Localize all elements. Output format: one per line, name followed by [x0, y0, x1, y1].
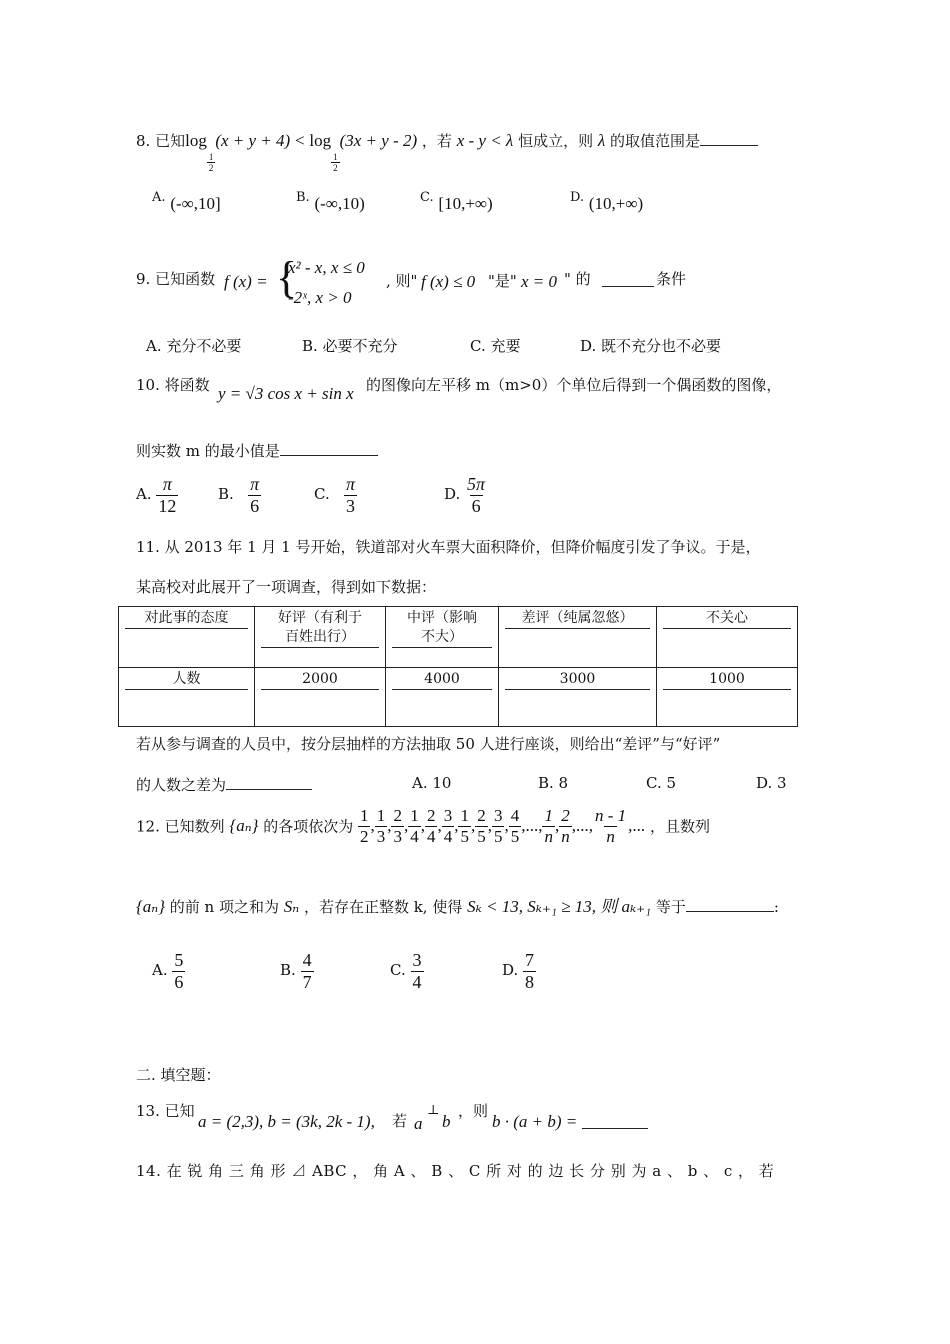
q9-cond1: f (x) ≤ 0: [421, 272, 476, 291]
table-cell: 中评（影响 不大）: [386, 607, 499, 668]
sequence-fraction: $\frac{3}{4}$: [443, 806, 453, 846]
q13-expr: a = (2,3), b = (3k, 2k - 1),: [198, 1112, 375, 1131]
q8-option-a: A. (-∞,10]: [152, 190, 221, 213]
q8-lambda: λ: [597, 131, 606, 150]
sequence-fraction: $\frac{1}{n}$: [544, 806, 553, 846]
q9-fx: f (x) =: [224, 272, 268, 291]
section-heading: 二. 填空题：: [136, 1066, 221, 1084]
q8-option-b: B. (-∞,10): [296, 190, 365, 213]
q12-tail: ，且数列: [649, 817, 710, 836]
q10-expr: y = √3 cos x + sin x: [218, 384, 354, 403]
q10-tail: 的图像向左平移 m（m>0）个单位后得到一个偶函数的图像，: [366, 376, 782, 394]
q9-option-b: B. 必要不充分: [302, 337, 398, 355]
separator: ,: [370, 816, 375, 836]
table-cell: 对此事的态度: [119, 607, 255, 668]
q9-case2: -2ˣ, x > 0: [288, 288, 352, 307]
q9-prefix: 9. 已知函数: [136, 270, 216, 288]
table-row: [119, 668, 798, 727]
q8-cond: x - y < λ: [456, 131, 514, 150]
q13-result: b · (a + b) =: [492, 1112, 578, 1131]
q11-line2: 某高校对此展开了一项调查，得到如下数据：: [136, 578, 437, 596]
q9-is: "是": [488, 272, 517, 290]
q12-mid: 的各项依次为: [263, 817, 354, 836]
q9-option-d: D. 既不充分也不必要: [580, 337, 722, 355]
table-cell: 不关心: [657, 607, 798, 668]
q11-option-b: B. 8: [538, 774, 569, 792]
q8-mid: ，若: [421, 132, 452, 150]
q9-de: " 的: [564, 270, 591, 288]
q11-line1: 11. 从 2013 年 1 月 1 号开始，铁道部对火车票大面积降价，但降价幅度引发了争议。于是，: [136, 538, 761, 556]
q12-sequence: [358, 806, 646, 846]
q13-answer-blank: [582, 1116, 648, 1129]
q11-option-a: A. 10: [412, 774, 452, 792]
q11-after2: 的人数之差为: [136, 774, 312, 795]
q10-option-c: C. $\frac{\pi}{3}$: [314, 474, 356, 516]
separator: ,: [387, 816, 392, 836]
table-row: [119, 607, 798, 668]
sequence-fraction: $\frac{4}{5}$: [510, 806, 520, 846]
q8-arg1: (x + y + 4): [215, 131, 291, 150]
table-cell: 2000: [255, 668, 386, 727]
q12-option-d: D. $\frac{7}{8}$: [502, 950, 535, 992]
q12-line1: [136, 806, 710, 846]
table-cell: 人数: [119, 668, 255, 727]
q10-option-a: A. $\frac{\pi}{12}$: [136, 474, 177, 516]
separator: ,: [487, 816, 492, 836]
sequence-fraction: $\frac{1}{4}$: [410, 806, 419, 846]
q9-option-c: C. 充要: [470, 337, 521, 355]
table-cell: 好评（有利于 百姓出行）: [255, 607, 386, 668]
q14-line: 14. 在 锐 角 三 角 形 ⊿ ABC ， 角 A 、 B 、 C 所 对 的 边 长 分 别 为 a 、 b 、 c ， 若: [136, 1162, 775, 1180]
q12-sn: Sₙ: [283, 897, 300, 916]
q8-log2: log: [309, 131, 332, 150]
q9-case1: x² - x, x ≤ 0: [288, 258, 365, 277]
sequence-fraction: $\frac{3}{5}$: [493, 806, 503, 846]
q11-option-d: D. 3: [756, 774, 787, 792]
separator: ,: [554, 816, 560, 836]
separator: ,: [403, 816, 409, 836]
q12-an: {aₙ}: [229, 816, 259, 836]
ellipsis: ,...,: [521, 816, 543, 836]
q12-line2: {aₙ} 的前 n 项之和为 Sₙ ，若存在正整数 k, 使得 Sₖ < 13, Sₖ₊₁ ≥ 13, 则 aₖ₊₁ 等于 :: [136, 897, 779, 916]
q9-then: , 则": [386, 272, 418, 290]
q10-prefix: 10. 将函数: [136, 376, 210, 394]
table-cell: 差评（纯属忽悠）: [499, 607, 657, 668]
q8-tail: 恒成立，则: [518, 132, 594, 150]
q10-line2: 则实数 m 的最小值是: [136, 440, 378, 461]
separator: ,: [437, 816, 442, 836]
q9-tail: 条件: [656, 270, 687, 288]
sequence-fraction: $\frac{2}{4}$: [426, 806, 436, 846]
q8-lt: <: [294, 131, 305, 150]
separator: ,: [420, 816, 425, 836]
q12-option-b: B. $\frac{4}{7}$: [280, 950, 312, 992]
table-cell: 1000: [657, 668, 798, 727]
survey-table: [118, 606, 798, 727]
q8-base2: $\frac{1}{2}$: [333, 152, 338, 174]
table-cell: 3000: [499, 668, 657, 727]
q9-brace: {: [276, 253, 298, 302]
q9-option-a: A. 充分不必要: [146, 337, 242, 355]
ellipsis: ,...: [628, 816, 646, 836]
q8-arg2: (3x + y - 2): [339, 131, 418, 150]
q9-answer-blank: [602, 274, 654, 287]
q12-cond: Sₖ < 13, Sₖ₊₁ ≥ 13, 则 aₖ₊₁: [467, 897, 652, 916]
table-cell: 4000: [386, 668, 499, 727]
sequence-fraction: $\frac{1}{5}$: [460, 806, 469, 846]
q9-cond2: x = 0: [521, 272, 558, 291]
q8-base1: $\frac{1}{2}$: [208, 152, 214, 174]
q12-option-c: C. $\frac{3}{4}$: [390, 950, 422, 992]
q8-log1: log: [185, 131, 207, 150]
separator: ,...,: [571, 816, 593, 836]
separator: ,: [454, 816, 459, 836]
q11-option-c: C. 5: [646, 774, 677, 792]
sequence-fraction: $\frac{2}{3}$: [393, 806, 402, 846]
q8-answer-blank: [700, 133, 758, 146]
q11-after1: 若从参与调查的人员中，按分层抽样的方法抽取 50 人进行座谈，则给出“差评”与“好评”: [136, 735, 721, 753]
q12-an-2: {aₙ}: [136, 897, 165, 916]
q8-option-d: D. (10,+∞): [570, 190, 644, 213]
q8-option-c: C. [10,+∞): [420, 190, 493, 213]
sequence-fraction: $\frac{1}{2}$: [359, 806, 369, 846]
q12-prefix: 12. 已知数列: [136, 817, 225, 836]
separator: ,: [504, 816, 509, 836]
sequence-fraction: $\frac{2}{5}$: [477, 806, 486, 846]
sequence-fraction: $\frac{1}{3}$: [376, 806, 386, 846]
q12-option-a: A. $\frac{5}{6}$: [152, 950, 184, 992]
q11-answer-blank: [226, 777, 312, 790]
q12-answer-blank: [686, 899, 774, 912]
q8-prefix: 8. 已知: [136, 132, 186, 150]
q8-line: [136, 130, 758, 174]
sequence-fraction: $\frac{n - 1}{n}$: [594, 806, 627, 846]
q10-option-b: B. $\frac{\pi}{6}$: [218, 474, 260, 516]
separator: ,: [470, 816, 476, 836]
sequence-fraction: $\frac{2}{n}$: [561, 806, 570, 846]
q8-tail2: 的取值范围是: [610, 132, 701, 150]
q10-option-d: D. $\frac{5\pi}{6}$: [444, 474, 486, 516]
q10-answer-blank: [280, 443, 378, 456]
